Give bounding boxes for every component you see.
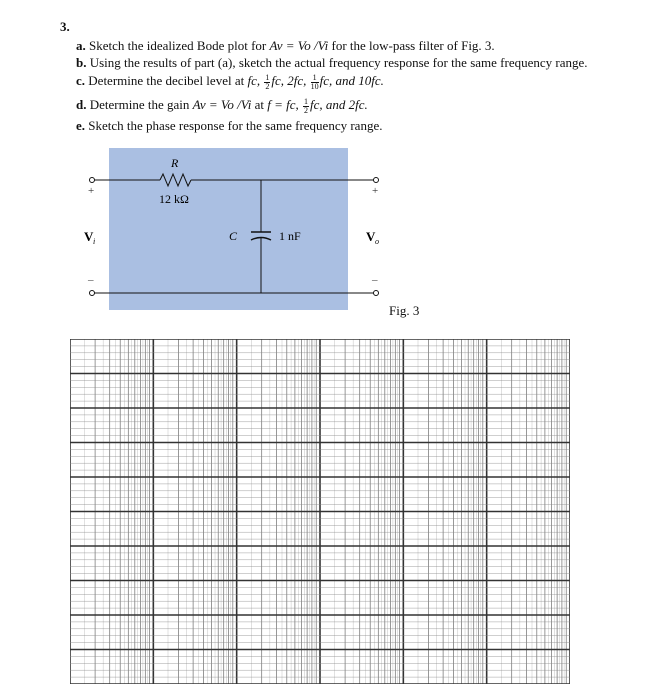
part-c-fraction-half: $\frac{1}{2}$: [265, 72, 270, 91]
part-c-fraction-tenth: $\frac{1}{10}$: [310, 72, 319, 91]
input-terminal-bottom: [90, 291, 95, 296]
output-plus: +: [372, 185, 379, 197]
output-voltage-label: V: [366, 229, 376, 244]
part-b: [76, 55, 588, 71]
part-d-f-expr: f = fc,: [267, 97, 299, 112]
problem-number: 3.: [60, 19, 70, 34]
part-c-text: Determine the decibel level at: [88, 73, 245, 88]
part-d-fraction-half: $\frac{1}{2}$: [304, 96, 309, 115]
part-a-tail: for the low-pass filter of Fig. 3.: [331, 38, 495, 53]
input-voltage-label: V: [84, 229, 94, 244]
resistor-name: R: [171, 156, 179, 170]
part-b-label: b.: [76, 55, 87, 70]
part-c-item-3: fc, and 10fc.: [319, 73, 384, 88]
resistor-value: 12 kΩ: [159, 192, 189, 206]
part-b-text: Using the results of part (a), sketch the actual frequency response for the same frequency range.: [89, 55, 588, 70]
capacitor-name: C: [229, 229, 238, 243]
output-terminal-bottom: [374, 291, 379, 296]
input-voltage-subscript: i: [93, 237, 96, 246]
capacitor-value: 1 nF: [279, 229, 301, 243]
part-c: [76, 73, 384, 91]
output-voltage-subscript: o: [375, 237, 379, 246]
part-a-text: Sketch the idealized Bode plot for: [89, 38, 267, 53]
grid-lines: [70, 339, 570, 684]
input-terminal-top: [90, 178, 95, 183]
part-e-label: e.: [76, 118, 86, 133]
part-d-at: at: [254, 97, 264, 112]
output-minus: –: [372, 274, 378, 286]
part-d-label: d.: [76, 97, 87, 112]
part-c-item-2: fc, 2fc,: [271, 73, 307, 88]
part-a: [76, 38, 495, 54]
input-minus: –: [88, 274, 94, 286]
part-d-expr: Av = Vo /Vi: [192, 97, 252, 112]
output-terminal-top: [374, 178, 379, 183]
part-c-item-1: fc,: [247, 73, 261, 88]
circuit-diagram: [82, 145, 402, 315]
input-plus: +: [88, 185, 95, 197]
figure-caption: Fig. 3: [389, 303, 420, 318]
part-d: [76, 97, 368, 115]
semilog-graph-paper: [70, 339, 570, 684]
part-d-mid: fc, and 2fc.: [310, 97, 368, 112]
part-a-expr: Av = Vo /Vi: [269, 38, 329, 53]
part-d-text: Determine the gain: [89, 97, 190, 112]
part-a-label: a.: [76, 38, 86, 53]
part-c-label: c.: [76, 73, 86, 88]
part-e: [76, 118, 382, 134]
part-e-text: Sketch the phase response for the same frequency range.: [88, 118, 383, 133]
circuit-figure: [82, 145, 402, 315]
